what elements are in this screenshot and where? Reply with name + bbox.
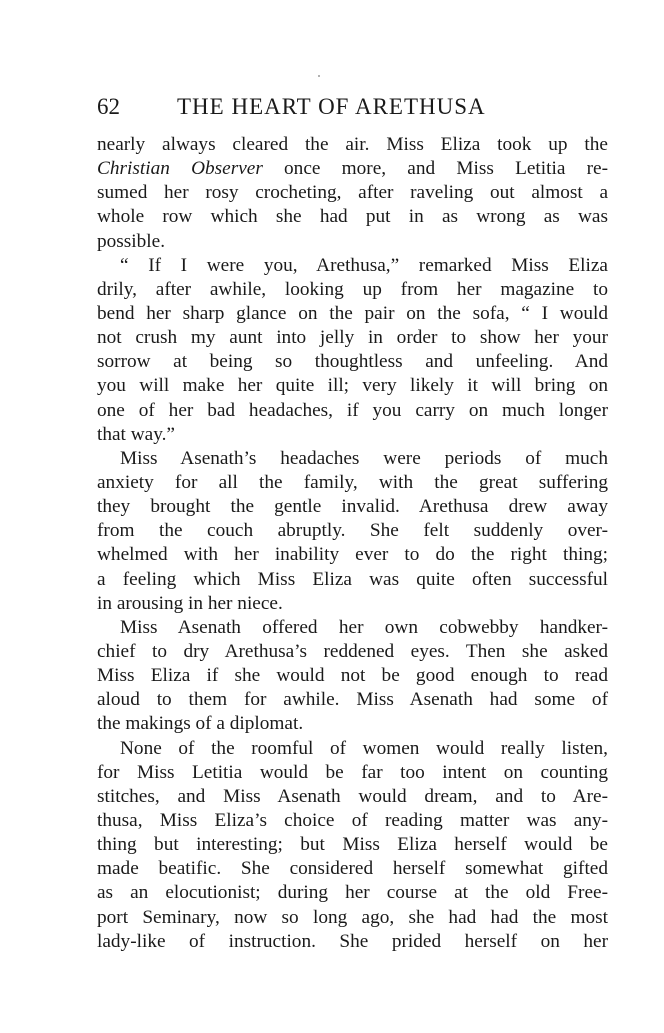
text-line: possible. (97, 230, 166, 252)
text-line: stitches, and Miss Asenath would dream, and to Are- (97, 785, 608, 807)
text-line: thing but interesting; but Miss Eliza herself would be (97, 834, 608, 856)
text-line: Miss Asenath offered her own cobwebby handker- (120, 616, 608, 638)
book-title: THE HEART OF ARETHUSA (177, 94, 486, 119)
page-number: 62 (97, 94, 120, 119)
print-speck (318, 75, 320, 77)
text-line: in arousing in her niece. (97, 592, 283, 614)
text-line: that way.” (97, 423, 175, 445)
text-line: they brought the gentle invalid. Arethusa drew away (97, 496, 608, 518)
magazine-title: Christian Observer (97, 158, 263, 180)
text-line: the makings of a diplomat. (97, 713, 304, 735)
text-line: a feeling which Miss Eliza was quite often successful (97, 568, 608, 590)
text-line: you will make her quite ill; very likely it will bring on (97, 375, 608, 397)
text-line: sumed her rosy crocheting, after raveling out almost a (97, 182, 608, 204)
text-line: one of her bad headaches, if you carry on much longer (97, 399, 608, 421)
text-line: Miss Eliza if she would not be good enough to read (97, 665, 608, 687)
text-line: made beatific. She considered herself somewhat gifted (97, 858, 608, 880)
text-line: Miss Asenath’s headaches were periods of much (120, 447, 608, 469)
text-line: bend her sharp glance on the pair on the sofa, “ I would (97, 302, 608, 324)
text-line: “ If I were you, Arethusa,” remarked Miss Eliza (120, 254, 608, 276)
text-line: nearly always cleared the air. Miss Eliza took up the (97, 134, 608, 155)
text-line: chief to dry Arethusa’s reddened eyes. Then she asked (97, 640, 608, 662)
text-line: whole row which she had put in as wrong as was (97, 206, 608, 228)
text-line: sorrow at being so thoughtless and unfeeling. And (97, 351, 608, 373)
text-line: for Miss Letitia would be far too intent on counting (97, 761, 608, 783)
text-line: None of the roomful of women would really listen, (120, 737, 608, 759)
running-head (97, 90, 617, 124)
text-line: port Seminary, now so long ago, she had had the most (97, 906, 608, 928)
text-line: aloud to them for awhile. Miss Asenath had some of (97, 689, 608, 711)
text-line (97, 157, 608, 181)
text-line: not crush my aunt into jelly in order to show her your (97, 327, 608, 349)
text-line: drily, after awhile, looking up from her magazine to (97, 278, 608, 300)
text-line: as an elocutionist; during her course at the old Free- (97, 882, 608, 904)
text-line: whelmed with her inability ever to do the right thing; (97, 544, 608, 566)
text-line-rest: once more, and Miss Letitia re- (262, 158, 608, 180)
text-line: lady-like of instruction. She prided herself on her (97, 930, 608, 952)
body-text (97, 133, 608, 954)
text-line: anxiety for all the family, with the great suffering (97, 471, 608, 493)
text-line: from the couch abruptly. She felt suddenly over- (97, 520, 608, 542)
text-line: thusa, Miss Eliza’s choice of reading matter was any- (97, 809, 608, 831)
